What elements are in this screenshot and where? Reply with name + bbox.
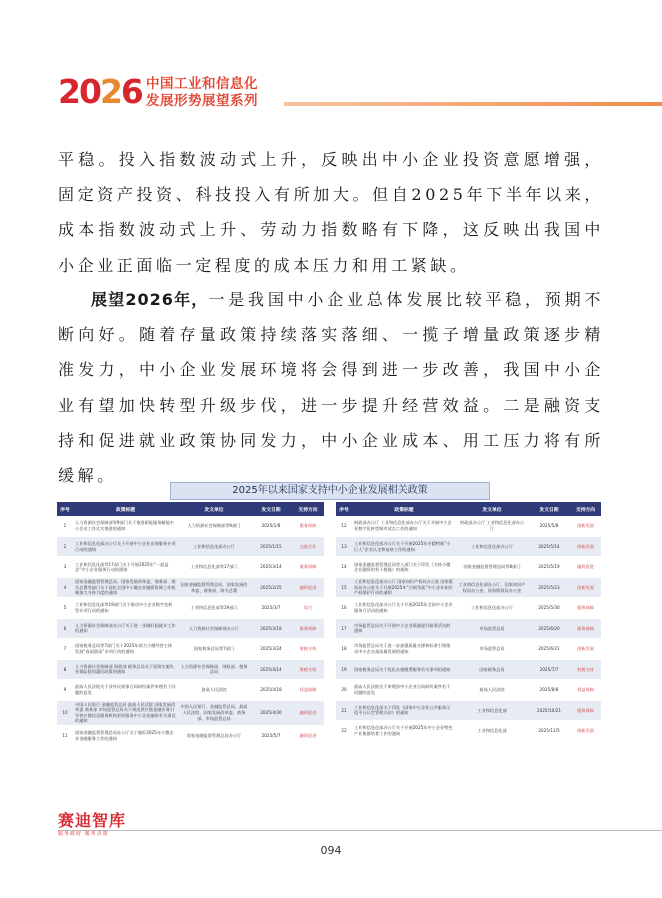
table-row bbox=[57, 598, 324, 618]
header-accent-bar bbox=[284, 102, 662, 106]
cell-type: 财税支持 bbox=[292, 639, 324, 659]
cell-title: 国家金融监督管理总局、国家发展改革委、商务部、海关总署等部门关于深化全国中小微企业融资协调工作机制加大支持力度的通知 bbox=[73, 577, 178, 597]
cell-type: 财税支持 bbox=[570, 659, 601, 679]
cell-title: 人力资源社会保障部 财政部 税务总局关于延续实施失业保险稳岗惠民政策的通知 bbox=[73, 659, 178, 679]
cell-unit: 人力资源社会保障部等9部门 bbox=[178, 516, 250, 536]
table-header-row bbox=[336, 502, 601, 516]
cell-unit: 财政部办公厅 工业和信息化部办公厅 bbox=[456, 516, 528, 536]
paragraph-lead: 展望2026年， bbox=[91, 290, 209, 309]
col-date: 发文日期 bbox=[528, 502, 570, 516]
cell-no: 1 bbox=[57, 516, 73, 536]
cell-date: 2025/4/18 bbox=[250, 680, 292, 700]
col-type: 支持方向 bbox=[292, 502, 324, 516]
cell-date: 2025/8/8 bbox=[528, 680, 570, 700]
cell-title: 市场监管总局关于进一步加强质量支撑和标准引领推动中小企业高质量发展的通知 bbox=[352, 639, 456, 659]
cell-title: 最高人民法院关于审理涉中小企业合同纠纷案件若干问题的意见 bbox=[352, 680, 456, 700]
table-row bbox=[57, 618, 324, 638]
cell-type: 服务保障 bbox=[292, 557, 324, 577]
cell-type: 创新发展 bbox=[570, 536, 601, 556]
col-unit: 发文单位 bbox=[178, 502, 250, 516]
table-row bbox=[336, 618, 601, 638]
table-row bbox=[336, 598, 601, 618]
cell-unit: 国家金融监督管理总局办公厅 bbox=[178, 725, 250, 745]
cell-date: 2025/4/14 bbox=[250, 659, 292, 679]
cell-unit: 工业和信息化部办公厅、国家知识产权局办公室、国家版权局办公室 bbox=[456, 577, 528, 597]
figure-title: 2025年以来国家支持中小企业发展相关政策 bbox=[170, 482, 490, 500]
cell-type: 综合 bbox=[292, 598, 324, 618]
cell-date: 2025/3/18 bbox=[250, 618, 292, 638]
table-row bbox=[57, 725, 324, 745]
cell-date: 2025/5/14 bbox=[528, 536, 570, 556]
cell-no: 17 bbox=[336, 618, 352, 638]
cell-type: 权益保障 bbox=[570, 680, 601, 700]
cell-type: 财税支持 bbox=[292, 659, 324, 679]
cell-no: 22 bbox=[336, 721, 352, 741]
cell-title: 工业和信息化部等17部门关于开展2025年“一起益企”中小企业服务行动的通知 bbox=[73, 557, 178, 577]
cell-date: 2025/5/30 bbox=[528, 598, 570, 618]
cell-unit: 市场监管总局 bbox=[456, 618, 528, 638]
table-header-row bbox=[57, 502, 324, 516]
table-row bbox=[57, 639, 324, 659]
table-row bbox=[336, 516, 601, 536]
cell-type: 融资促进 bbox=[570, 557, 601, 577]
cell-title: 人力资源社会保障部办公厅关于进一步做好稳就业工作的通知 bbox=[73, 618, 178, 638]
cell-no: 15 bbox=[336, 577, 352, 597]
cell-unit: 工业和信息化部办公厅 bbox=[456, 536, 528, 556]
cell-unit: 国家税务总局 bbox=[456, 659, 528, 679]
cell-unit: 市场监管总局 bbox=[456, 639, 528, 659]
table-row bbox=[336, 721, 601, 741]
cell-date: 2025/3/14 bbox=[250, 557, 292, 577]
cell-unit: 最高人民法院 bbox=[178, 680, 250, 700]
col-date: 发文日期 bbox=[250, 502, 292, 516]
table-row bbox=[336, 680, 601, 700]
cell-unit: 工业和信息化部办公厅 bbox=[178, 536, 250, 556]
page-number: 094 bbox=[320, 844, 342, 857]
cell-date: 2025/1/8 bbox=[250, 516, 292, 536]
cell-no: 19 bbox=[336, 659, 352, 679]
table-row bbox=[336, 577, 601, 597]
cell-date: 2025/1/15 bbox=[250, 536, 292, 556]
cell-title: 工业和信息化部办公厅关于开展中小企业出海服务专项行动的通知 bbox=[73, 536, 178, 556]
cell-title: 工业和信息化部等19部门关于推动中小企业数字化转型专项行动的通知 bbox=[73, 598, 178, 618]
cell-date: 2025/10/21 bbox=[528, 700, 570, 720]
cell-title: 工业和信息化部办公厅关于开展2025年专精特新“小巨人”企业认定和复核工作的通知 bbox=[352, 536, 456, 556]
footer-logo: 赛迪智库 bbox=[58, 811, 127, 830]
cell-unit: 国家金融监督管理总局、国家发展改革委、商务部、海关总署 bbox=[178, 577, 250, 597]
cell-unit: 最高人民法院 bbox=[456, 680, 528, 700]
table-row bbox=[57, 536, 324, 556]
col-no: 序号 bbox=[336, 502, 352, 516]
cell-type: 创新发展 bbox=[570, 639, 601, 659]
cell-type: 创新发展 bbox=[570, 516, 601, 536]
body-paragraph-2 bbox=[58, 282, 604, 493]
cell-no: 10 bbox=[57, 700, 73, 725]
cell-type: 服务保障 bbox=[570, 598, 601, 618]
cell-no: 4 bbox=[57, 577, 73, 597]
cell-type: 交流合作 bbox=[292, 536, 324, 556]
footer-divider bbox=[58, 830, 662, 831]
table-row bbox=[57, 700, 324, 725]
cell-unit: 工业和信息化部等17部门 bbox=[178, 557, 250, 577]
cell-title: 国家金融监督管理总局等八部门关于印发《支持小微企业融资的若干措施》的通知 bbox=[352, 557, 456, 577]
cell-title: 工业和信息化部办公厅关于开展2025年中小企业特色产业集群培育工作的通知 bbox=[352, 721, 456, 741]
table-row bbox=[57, 516, 324, 536]
cell-no: 8 bbox=[57, 659, 73, 679]
table-row bbox=[57, 659, 324, 679]
cell-title: 工业和信息化部办公厅 国家知识产权局办公室 国家版权局办公室关于开展2025年“百舸争流”中小企业知识产权保护行动的通知 bbox=[352, 577, 456, 597]
cell-unit: 国家税务总局等7部门 bbox=[178, 639, 250, 659]
cell-no: 6 bbox=[57, 618, 73, 638]
cell-type: 服务保障 bbox=[570, 618, 601, 638]
footer-slogan: 服务政府 服务决策 bbox=[58, 831, 109, 837]
col-no: 序号 bbox=[57, 502, 73, 516]
cell-date: 2025/6/21 bbox=[528, 639, 570, 659]
table-row bbox=[336, 639, 601, 659]
cell-unit: 工业和信息化部 bbox=[456, 721, 528, 741]
cell-unit: 工业和信息化部 bbox=[456, 700, 528, 720]
cell-type: 服务保障 bbox=[570, 700, 601, 720]
cell-date: 2025/11/5 bbox=[528, 721, 570, 741]
table-row bbox=[336, 659, 601, 679]
cell-type: 创新发展 bbox=[570, 577, 601, 597]
table-row bbox=[57, 680, 324, 700]
cell-date: 2025/2/25 bbox=[250, 577, 292, 597]
cell-no: 21 bbox=[336, 700, 352, 720]
cell-date: 2025/5/8 bbox=[528, 516, 570, 536]
cell-unit: 国家金融监督管理总局等8部门 bbox=[456, 557, 528, 577]
cell-unit: 人力资源社会保障部、财政部、税务总局 bbox=[178, 659, 250, 679]
cell-title: 财政部办公厅 工业和信息化部办公厅关于开展中小企业数字化转型城市试点工作的通知 bbox=[352, 516, 456, 536]
body-paragraph-1: 平稳。投入指数波动式上升，反映出中小企业投资意愿增强，固定资产投资、科技投入有所加大。但自2025年下半年以来，成本指数波动式上升、劳动力指数略有下降，这反映出我国中小企业正面临一定程度的成本压力和用工紧缺。 bbox=[58, 150, 604, 275]
col-unit: 发文单位 bbox=[456, 502, 528, 516]
col-type: 支持方向 bbox=[570, 502, 601, 516]
cell-no: 11 bbox=[57, 725, 73, 745]
cell-title: 国家税务总局等7部门关于2025年助力小微经营主体发展“春雨润苗”专项行动的通知 bbox=[73, 639, 178, 659]
cell-no: 18 bbox=[336, 639, 352, 659]
cell-type: 权益保障 bbox=[292, 680, 324, 700]
cell-no: 12 bbox=[336, 516, 352, 536]
table-row bbox=[336, 557, 601, 577]
table-row bbox=[336, 536, 601, 556]
cell-no: 7 bbox=[57, 639, 73, 659]
cell-title: 最高人民法院关于涉外民商事合同纠纷案件审理若干问题的意见 bbox=[73, 680, 178, 700]
cell-type: 融资促进 bbox=[292, 577, 324, 597]
cell-type: 融资促进 bbox=[292, 700, 324, 725]
cell-date: 2025/7/7 bbox=[528, 659, 570, 679]
cell-date: 2025/6/20 bbox=[528, 618, 570, 638]
cell-type: 服务保障 bbox=[292, 516, 324, 536]
cell-date: 2025/3/24 bbox=[250, 639, 292, 659]
page-header bbox=[58, 74, 662, 114]
col-title: 政策标题 bbox=[352, 502, 456, 516]
cell-title: 工业和信息化部办公厅关于开展2025年全国中小企业服务月活动的通知 bbox=[352, 598, 456, 618]
cell-no: 20 bbox=[336, 680, 352, 700]
cell-no: 3 bbox=[57, 557, 73, 577]
cell-unit: 工业和信息化部办公厅 bbox=[456, 598, 528, 618]
cell-no: 2 bbox=[57, 536, 73, 556]
cell-no: 5 bbox=[57, 598, 73, 618]
table-row bbox=[57, 557, 324, 577]
cell-no: 13 bbox=[336, 536, 352, 556]
cell-title: 国家金融监督管理总局办公厅关于做好2025年小微企业金融服务工作的通知 bbox=[73, 725, 178, 745]
cell-title: 市场监管总局关于开展中小企业质量提升服务活动的通知 bbox=[352, 618, 456, 638]
paragraph-text: 一是我国中小企业总体发展比较平稳，预期不断向好。随着存量政策持续落实落细、一揽子增量政策逐步精准发力，中小企业发展环境将会得到进一步改善，我国中小企业有望加快转型升级步伐，进一步提升经营效益。二是融资支持和促进就业政策协同发力，中小企业成本、用工压力将有所缓解。 bbox=[58, 290, 604, 486]
cell-type: 融资促进 bbox=[292, 725, 324, 745]
cell-date: 2025/3/7 bbox=[250, 598, 292, 618]
table-row bbox=[336, 700, 601, 720]
cell-date: 2025/4/30 bbox=[250, 700, 292, 725]
cell-unit: 工业和信息化部等19部门 bbox=[178, 598, 250, 618]
table-row bbox=[57, 577, 324, 597]
col-title: 政策标题 bbox=[73, 502, 178, 516]
policy-figure bbox=[55, 478, 603, 750]
cell-title: 中国人民银行 金融监管总局 最高人民法院 国家发展改革委 商务部 市场监管总局关于规范供应链金融业务引导供应链信息服务机构更好服务中小企业融资有关事宜的通知 bbox=[73, 700, 178, 725]
policy-table-right bbox=[336, 502, 601, 741]
cell-title: 国家税务总局关于优化办税缴费服务有关事项的通知 bbox=[352, 659, 456, 679]
cell-title: 人力资源社会保障部等9部门关于推进职能服务赋能中小企业工作扎实推进的通知 bbox=[73, 516, 178, 536]
cell-no: 9 bbox=[57, 680, 73, 700]
cell-date: 2025/5/7 bbox=[250, 725, 292, 745]
cell-date: 2025/5/19 bbox=[528, 557, 570, 577]
series-title-line2: 发展形势展望系列 bbox=[146, 93, 258, 109]
cell-no: 16 bbox=[336, 598, 352, 618]
cell-title: 工业和信息化部关于印发《国家中小企业公共服务示范平台认定管理办法》的通知 bbox=[352, 700, 456, 720]
series-title bbox=[146, 76, 258, 110]
cell-unit: 人力资源社会保障部办公厅 bbox=[178, 618, 250, 638]
series-title-line1: 中国工业和信息化 bbox=[146, 76, 258, 92]
cell-type: 创新发展 bbox=[570, 721, 601, 741]
series-logo: 2026 bbox=[58, 72, 142, 111]
cell-no: 14 bbox=[336, 557, 352, 577]
cell-unit: 中国人民银行、金融监管总局、最高人民法院、国家发展改革委、商务部、市场监管总局 bbox=[178, 700, 250, 725]
cell-date: 2025/5/23 bbox=[528, 577, 570, 597]
cell-type: 服务保障 bbox=[292, 618, 324, 638]
policy-table-left bbox=[57, 502, 324, 746]
